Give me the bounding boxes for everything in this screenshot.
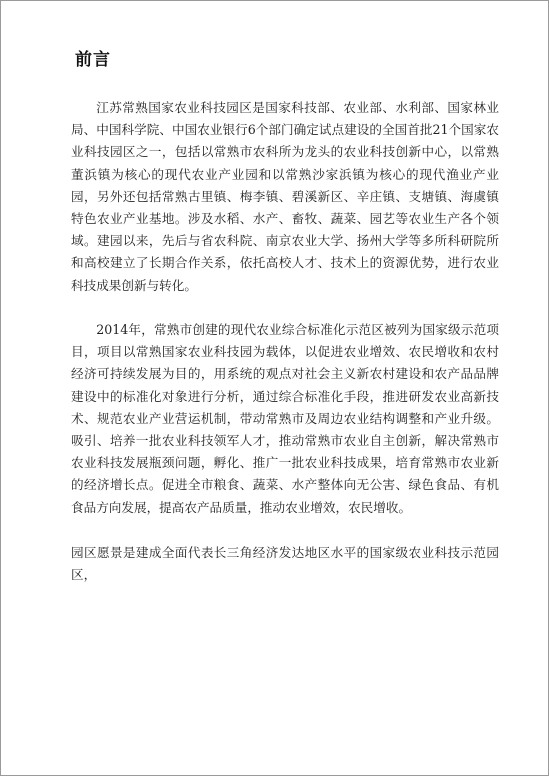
page-title: 前言	[75, 50, 111, 70]
paragraph-2: 2014年，常熟市创建的现代农业综合标准化示范区被列为国家级示范项目，项目以常熟国家农业科技园为载体，以促进农业增效、农民增收和农村经济可持续发展为目的，用系统的观点对社会主义新农村建设和农产品品牌建设中的标准化对象进行分析，通过综合标准化手段，推进研发农业高新技术、规范农业产业营运机制，带动常熟市及周边农业结构调整和产业升级。吸引、培养一批农业科技领军人才，推动常熟市农业自主创新，解决常熟市农业科技发展瓶颈问题，孵化、推广一批农业科技成果，培育常熟市农业新的经济增长点。促进全市粮食、蔬菜、水产整体向无公害、绿色食品、有机食品方向发展，提高农产品质量，推动农业增效，农民增收。	[71, 322, 499, 515]
paragraph-3: 园区愿景是建成全面代表长三角经济发达地区水平的国家级农业科技示范园区，	[71, 545, 499, 583]
paragraph-1: 江苏常熟国家农业科技园区是国家科技部、农业部、水利部、国家林业局、中国科学院、中国农业银行6个部门确定试点建设的全国首批21个国家农业科技园区之一，包括以常熟市农科所为龙头的农业科技创新中心，以常熟董浜镇为核心的现代农业产业园和以常熟沙家浜镇为核心的现代渔业产业园，另外还包括常熟古里镇、梅李镇、碧溪新区、辛庄镇、支塘镇、海虞镇特色农业产业基地。涉及水稻、水产、畜牧、蔬菜、园艺等农业生产各个领域。建园以来，先后与省农科院、南京农业大学、扬州大学等多所科研院所和高校建立了长期合作关系，依托高校人才、技术上的资源优势，进行农业科技成果创新与转化。	[71, 100, 499, 293]
paragraph-block	[71, 97, 499, 297]
paragraph-block	[71, 319, 499, 519]
paragraph-block	[71, 542, 499, 586]
